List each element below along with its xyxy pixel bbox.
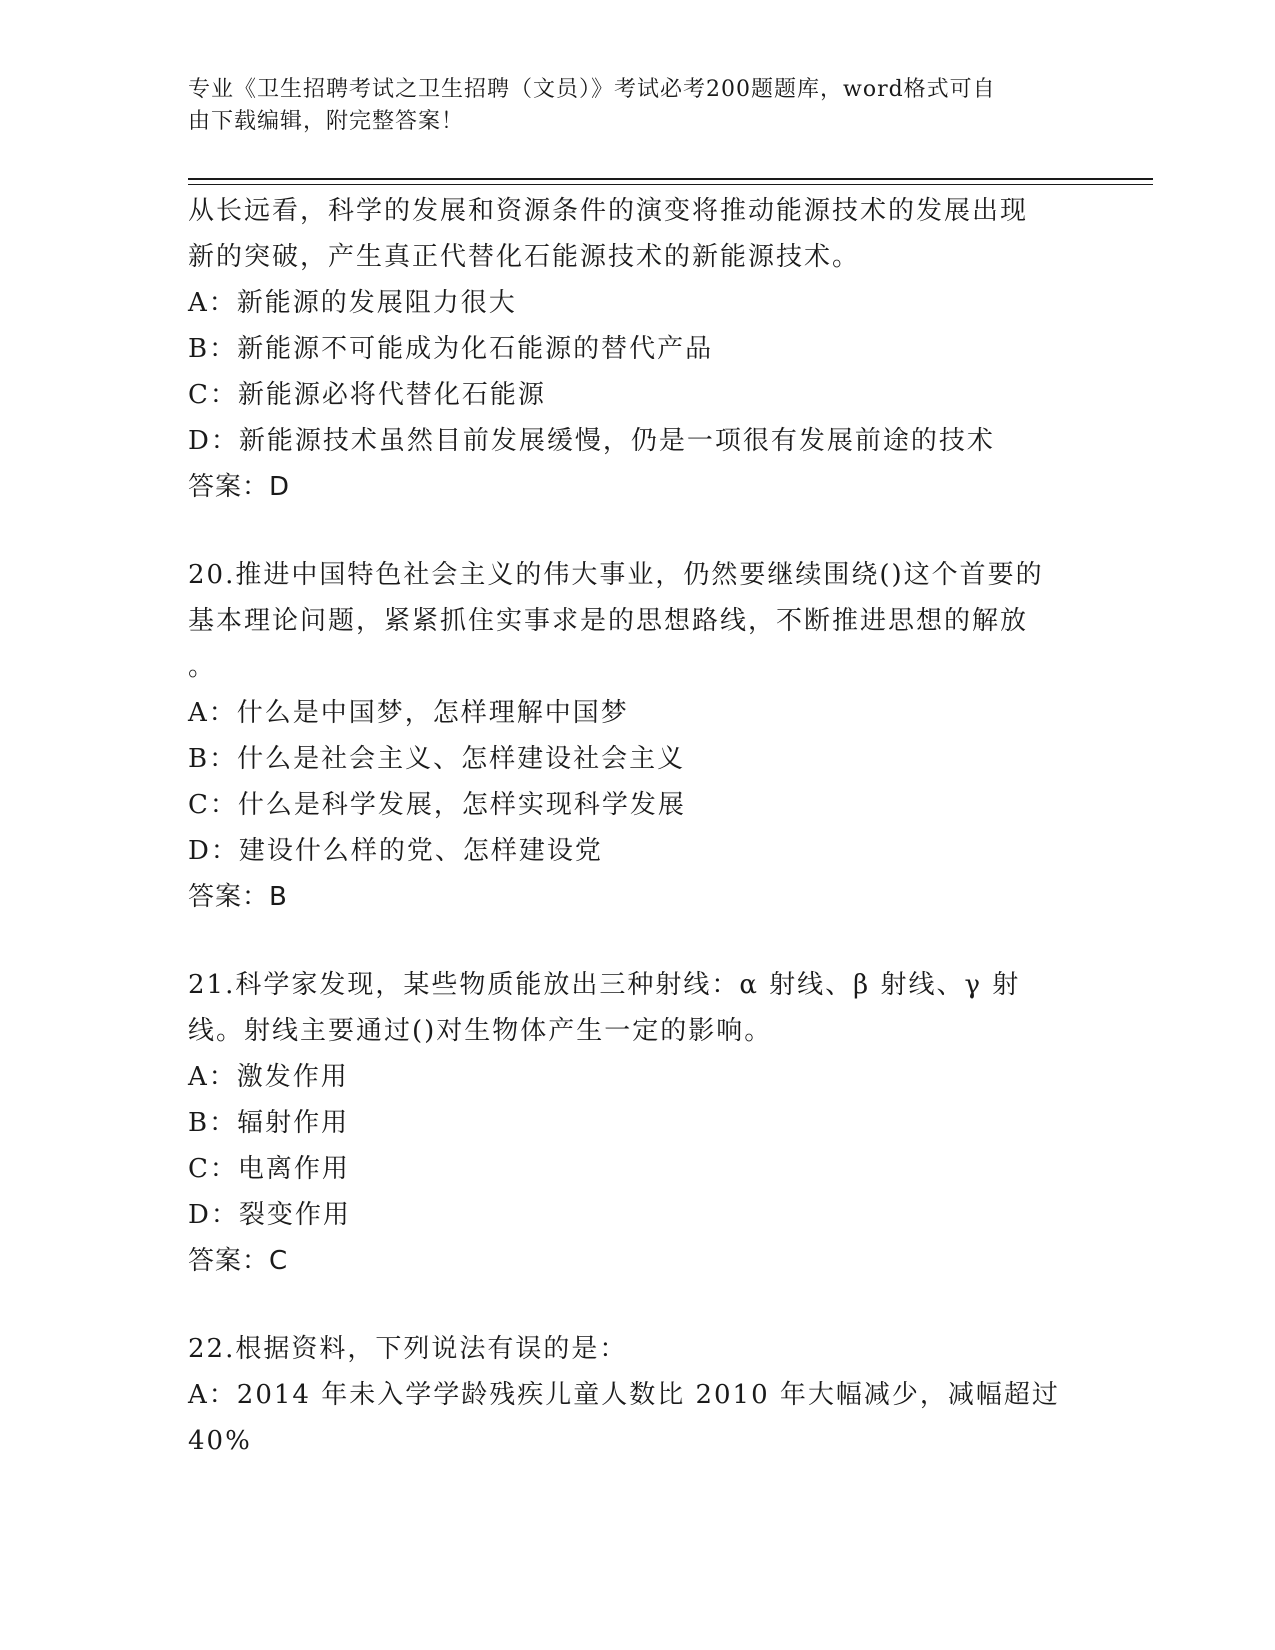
answer-label: 答案：C	[188, 1246, 289, 1276]
question-stem-line: 21.科学家发现，某些物质能放出三种射线：α 射线、β 射线、γ 射	[188, 970, 1021, 1000]
option-d: D：裂变作用	[188, 1200, 351, 1230]
question-21	[188, 962, 1088, 1284]
question-list	[188, 188, 1088, 1464]
question-stem-line: 新的突破，产生真正代替化石能源技术的新能源技术。	[188, 242, 861, 272]
question-spacer	[188, 510, 1088, 552]
question-19	[188, 188, 1088, 510]
question-stem-line: 基本理论问题，紧紧抓住实事求是的思想路线，不断推进思想的解放	[188, 606, 1029, 636]
question-stem-line: 线。射线主要通过()对生物体产生一定的影响。	[188, 1016, 773, 1046]
option-a: A：激发作用	[188, 1062, 349, 1092]
option-d: D：建设什么样的党、怎样建设党	[188, 836, 603, 866]
header-line-1: 专业《卫生招聘考试之卫生招聘（文员）》考试必考200题题库，word格式可自	[188, 77, 996, 102]
option-a-continued: 40%	[188, 1426, 252, 1456]
question-stem-line: 20.推进中国特色社会主义的伟大事业，仍然要继续围绕()这个首要的	[188, 560, 1044, 590]
option-d: D：新能源技术虽然目前发展缓慢，仍是一项很有发展前途的技术	[188, 426, 995, 456]
option-b: B：辐射作用	[188, 1108, 350, 1138]
option-a: A：什么是中国梦，怎样理解中国梦	[188, 698, 629, 728]
document-header	[188, 74, 1068, 138]
question-stem-line: 从长远看，科学的发展和资源条件的演变将推动能源技术的发展出现	[188, 196, 1029, 226]
question-20	[188, 552, 1088, 920]
option-c: C：新能源必将代替化石能源	[188, 380, 546, 410]
option-c: C：电离作用	[188, 1154, 350, 1184]
option-b: B：什么是社会主义、怎样建设社会主义	[188, 744, 686, 774]
answer-label: 答案：D	[188, 472, 291, 502]
question-stem-line: 。	[188, 652, 217, 682]
question-spacer	[188, 1284, 1088, 1326]
header-divider-thin	[188, 184, 1153, 185]
option-b: B：新能源不可能成为化石能源的替代产品	[188, 334, 714, 364]
question-22	[188, 1326, 1088, 1464]
header-line-2: 由下载编辑，附完整答案！	[188, 109, 465, 134]
header-divider-thick	[188, 178, 1153, 180]
option-a: A：2014 年未入学学龄残疾儿童人数比 2010 年大幅减少，减幅超过	[188, 1380, 1060, 1410]
option-a: A：新能源的发展阻力很大	[188, 288, 517, 318]
option-c: C：什么是科学发展，怎样实现科学发展	[188, 790, 686, 820]
question-spacer	[188, 920, 1088, 962]
answer-label: 答案：B	[188, 882, 288, 912]
question-stem-line: 22.根据资料，下列说法有误的是：	[188, 1334, 628, 1364]
